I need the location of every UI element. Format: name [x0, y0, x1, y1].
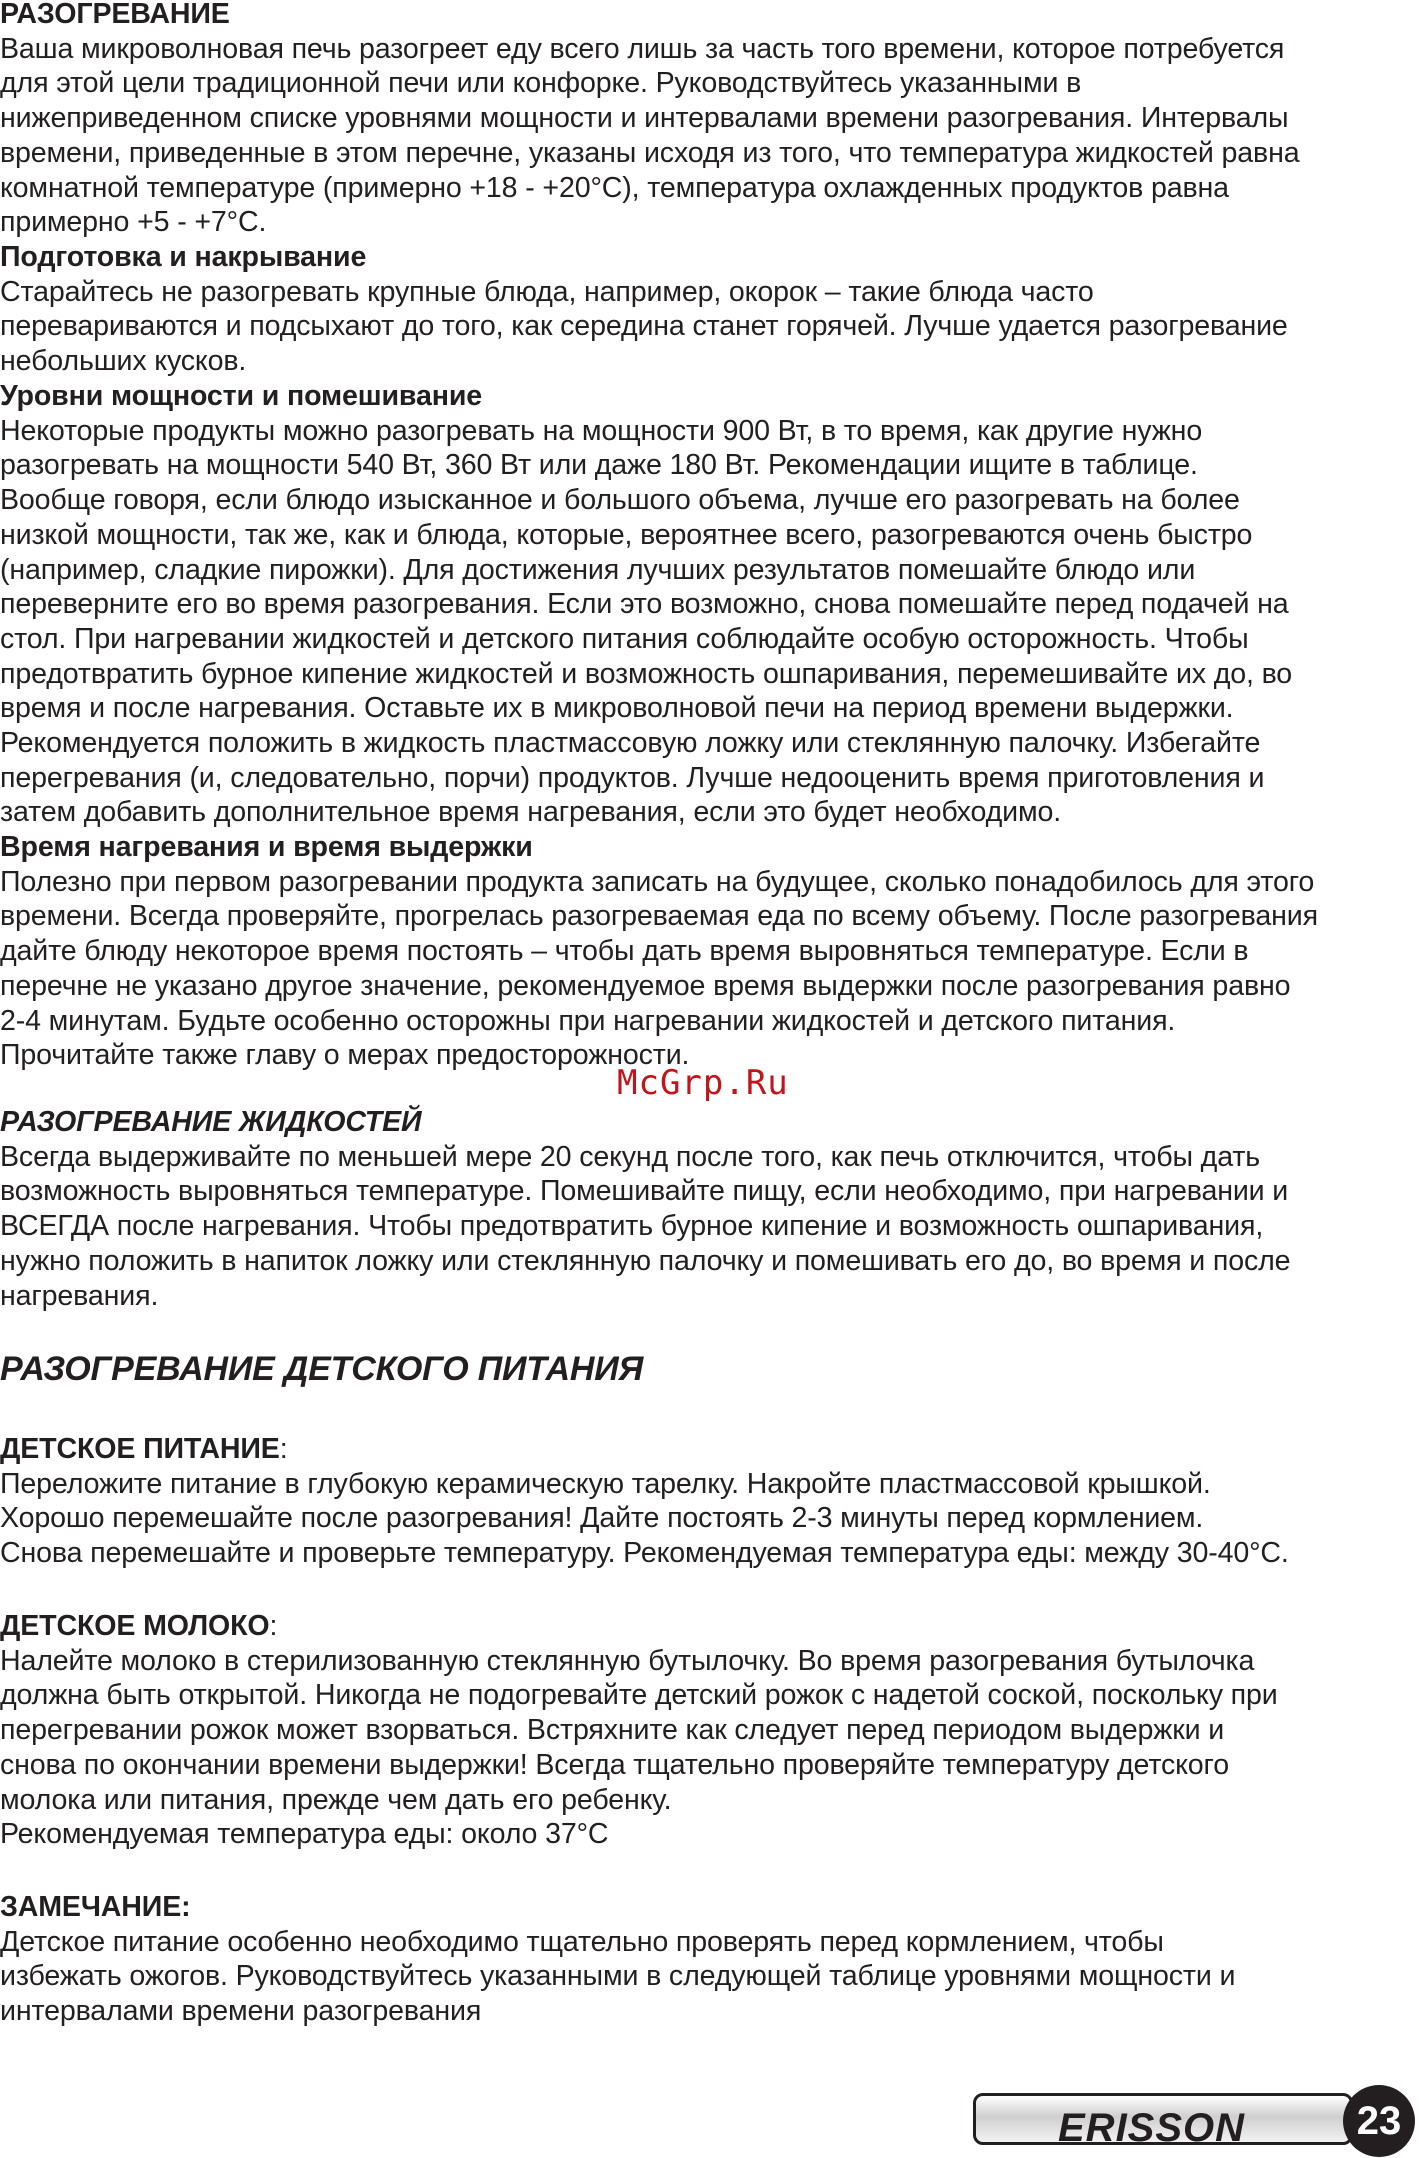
section-baby-food-heading	[0, 1349, 1421, 1389]
paragraph-line: перевариваются и подсыхают до того, как середина станет горячей. Лучше удается разогревание	[0, 310, 1288, 343]
paragraph-line: Некоторые продукты можно разогревать на мощности 900 Вт, в то время, как другие нужно	[0, 414, 1203, 447]
page-number: 23	[1343, 2085, 1415, 2157]
paragraph-line: переверните его во время разогревания. Если это возможно, снова помешайте перед подачей на	[0, 588, 1289, 621]
watermark: McGrp.Ru	[617, 1063, 789, 1103]
label-colon: :	[279, 1433, 288, 1465]
paragraph-line: примерно +5 - +7°C.	[0, 206, 267, 239]
section-heading: Уровни мощности и помешивание	[0, 380, 483, 412]
section-heading: Время нагревания и время выдержки	[0, 831, 533, 863]
paragraph-line: Переложите питание в глубокую керамическую тарелку. Накройте пластмассовой крышкой.	[0, 1467, 1211, 1500]
paragraph-line: должна быть открытой. Никогда не подогревайте детский рожок с надетой соской, поскольку при	[0, 1679, 1278, 1712]
paragraph-line: время и после нагревания. Оставьте их в микроволновой печи на период времени выдержки.	[0, 692, 1234, 725]
section-power-levels	[0, 379, 1421, 830]
label-text: ДЕТСКОЕ ПИТАНИЕ	[0, 1433, 280, 1465]
paragraph-line: для этой цели традиционной печи или конфорке. Руководствуйтесь указанными в	[0, 67, 1082, 100]
section-heading: ЗАМЕЧАНИЕ:	[0, 1891, 191, 1923]
paragraph-line: нижеприведенном списке уровнями мощности и интервалами времени разогревания. Интервалы	[0, 102, 1289, 135]
paragraph-line: предотвратить бурное кипение жидкостей и возможность ошпаривания, перемешивайте их до, во	[0, 657, 1293, 690]
section-baby-milk	[0, 1609, 1421, 1852]
paragraph-line: стол. При нагревании жидкостей и детского питания соблюдайте особую осторожность. Чтобы	[0, 622, 1249, 655]
paragraph-line: Прочитайте также главу о мерах предосторожности.	[0, 1039, 690, 1072]
paragraph-line: (например, сладкие пирожки). Для достижения лучших результатов помешайте блюдо или	[0, 553, 1196, 586]
paragraph-line: Детское питание особенно необходимо тщательно проверять перед кормлением, чтобы	[0, 1925, 1164, 1958]
paragraph-line: нужно положить в напиток ложку или стеклянную палочку и помешивать его до, во время и после	[0, 1244, 1291, 1277]
paragraph-line: снова по окончании времени выдержки! Всегда тщательно проверяйте температуру детского	[0, 1748, 1229, 1781]
paragraph-line: комнатной температуре (примерно +18 - +20°C), температура охлажденных продуктов равна	[0, 171, 1229, 204]
paragraph-line: перегревания (и, следовательно, порчи) продуктов. Лучше недооценить время приготовления и	[0, 761, 1265, 794]
paragraph-line: дайте блюду некоторое время постоять – чтобы дать время выровняться температуре. Если в	[0, 935, 1249, 968]
section-heading: Подготовка и накрывание	[0, 241, 367, 273]
paragraph-line: низкой мощности, так же, как и блюда, которые, вероятнее всего, разогреваются очень быстро	[0, 518, 1253, 551]
paragraph-line: времени. Всегда проверяйте, прогрелась разогреваемая еда по всему объему. После разогревания	[0, 900, 1318, 933]
section-reheating	[0, 0, 1421, 240]
paragraph-line: Хорошо перемешайте после разогревания! Дайте постоять 2-3 минуты перед кормлением.	[0, 1502, 1204, 1535]
paragraph-line: Старайтесь не разогревать крупные блюда, например, окорок – такие блюда часто	[0, 275, 1094, 308]
paragraph-line: Ваша микроволновая печь разогреет еду всего лишь за часть того времени, которое потребуется	[0, 32, 1285, 65]
paragraph-line: разогревать на мощности 540 Вт, 360 Вт или даже 180 Вт. Рекомендации ищите в таблице.	[0, 449, 1198, 482]
label-colon: :	[269, 1610, 278, 1642]
paragraph-line: Рекомендуемая температура еды: около 37°C	[0, 1818, 609, 1851]
section-heating-time	[0, 830, 1421, 1073]
paragraph-line: Снова перемешайте и проверьте температуру. Рекомендуемая температура еды: между 30-40°C.	[0, 1537, 1289, 1570]
paragraph-line: Рекомендуется положить в жидкость пластмассовую ложку или стеклянную палочку. Избегайте	[0, 727, 1261, 760]
subsection-label	[0, 1609, 1421, 1644]
paragraph-line: перечне не указано другое значение, рекомендуемое время выдержки после разогревания равно	[0, 969, 1291, 1002]
paragraph-line: Вообще говоря, если блюдо изысканное и большого объема, лучше его разогревать на более	[0, 484, 1240, 517]
paragraph-line: нагревания.	[0, 1279, 159, 1312]
paragraph-line: времени, приведенные в этом перечне, указаны исходя из того, что температура жидкостей равна	[0, 136, 1300, 169]
paragraph-line: Всегда выдерживайте по меньшей мере 20 секунд после того, как печь отключится, чтобы дать	[0, 1140, 1261, 1173]
paragraph-line: затем добавить дополнительное время нагревания, если это будет необходимо.	[0, 796, 1062, 829]
label-text: ДЕТСКОЕ МОЛОКО	[0, 1610, 270, 1642]
section-baby-food	[0, 1432, 1421, 1571]
paragraph-line: перегревании рожок может взорваться. Встряхните как следует перед периодом выдержки и	[0, 1714, 1225, 1747]
paragraph-line: интервалами времени разогревания	[0, 1995, 482, 2028]
paragraph-line: небольших кусков.	[0, 345, 247, 378]
brand-logo: ERISSON	[1058, 2106, 1246, 2150]
section-note	[0, 1890, 1421, 2029]
subsection-label	[0, 1432, 1421, 1467]
section-heading: РАЗОГРЕВАНИЕ ДЕТСКОГО ПИТАНИЯ	[0, 1350, 644, 1388]
section-heading: РАЗОГРЕВАНИЕ ЖИДКОСТЕЙ	[0, 1106, 422, 1138]
page-footer	[973, 2085, 1421, 2158]
section-preparation	[0, 240, 1421, 379]
paragraph-line: молока или питания, прежде чем дать его ребенку.	[0, 1783, 672, 1816]
paragraph-line: 2-4 минутам. Будьте особенно осторожны при нагревании жидкостей и детского питания.	[0, 1004, 1176, 1037]
paragraph-line: Полезно при первом разогревании продукта записать на будущее, сколько понадобилось для этого	[0, 865, 1315, 898]
paragraph-line: Налейте молоко в стерилизованную стеклянную бутылочку. Во время разогревания бутылочка	[0, 1644, 1255, 1677]
section-heading: РАЗОГРЕВАНИЕ	[0, 0, 230, 30]
brand-logo-bar	[973, 2093, 1353, 2150]
paragraph-line: ВСЕГДА после нагревания. Чтобы предотвратить бурное кипение и возможность ошпаривания,	[0, 1210, 1264, 1243]
paragraph-line: избежать ожогов. Руководствуйтесь указанными в следующей таблице уровнями мощности и	[0, 1960, 1236, 1993]
section-liquids	[0, 1105, 1421, 1313]
paragraph-line: возможность выровняться температуре. Помешивайте пищу, если необходимо, при нагревании и	[0, 1175, 1289, 1208]
